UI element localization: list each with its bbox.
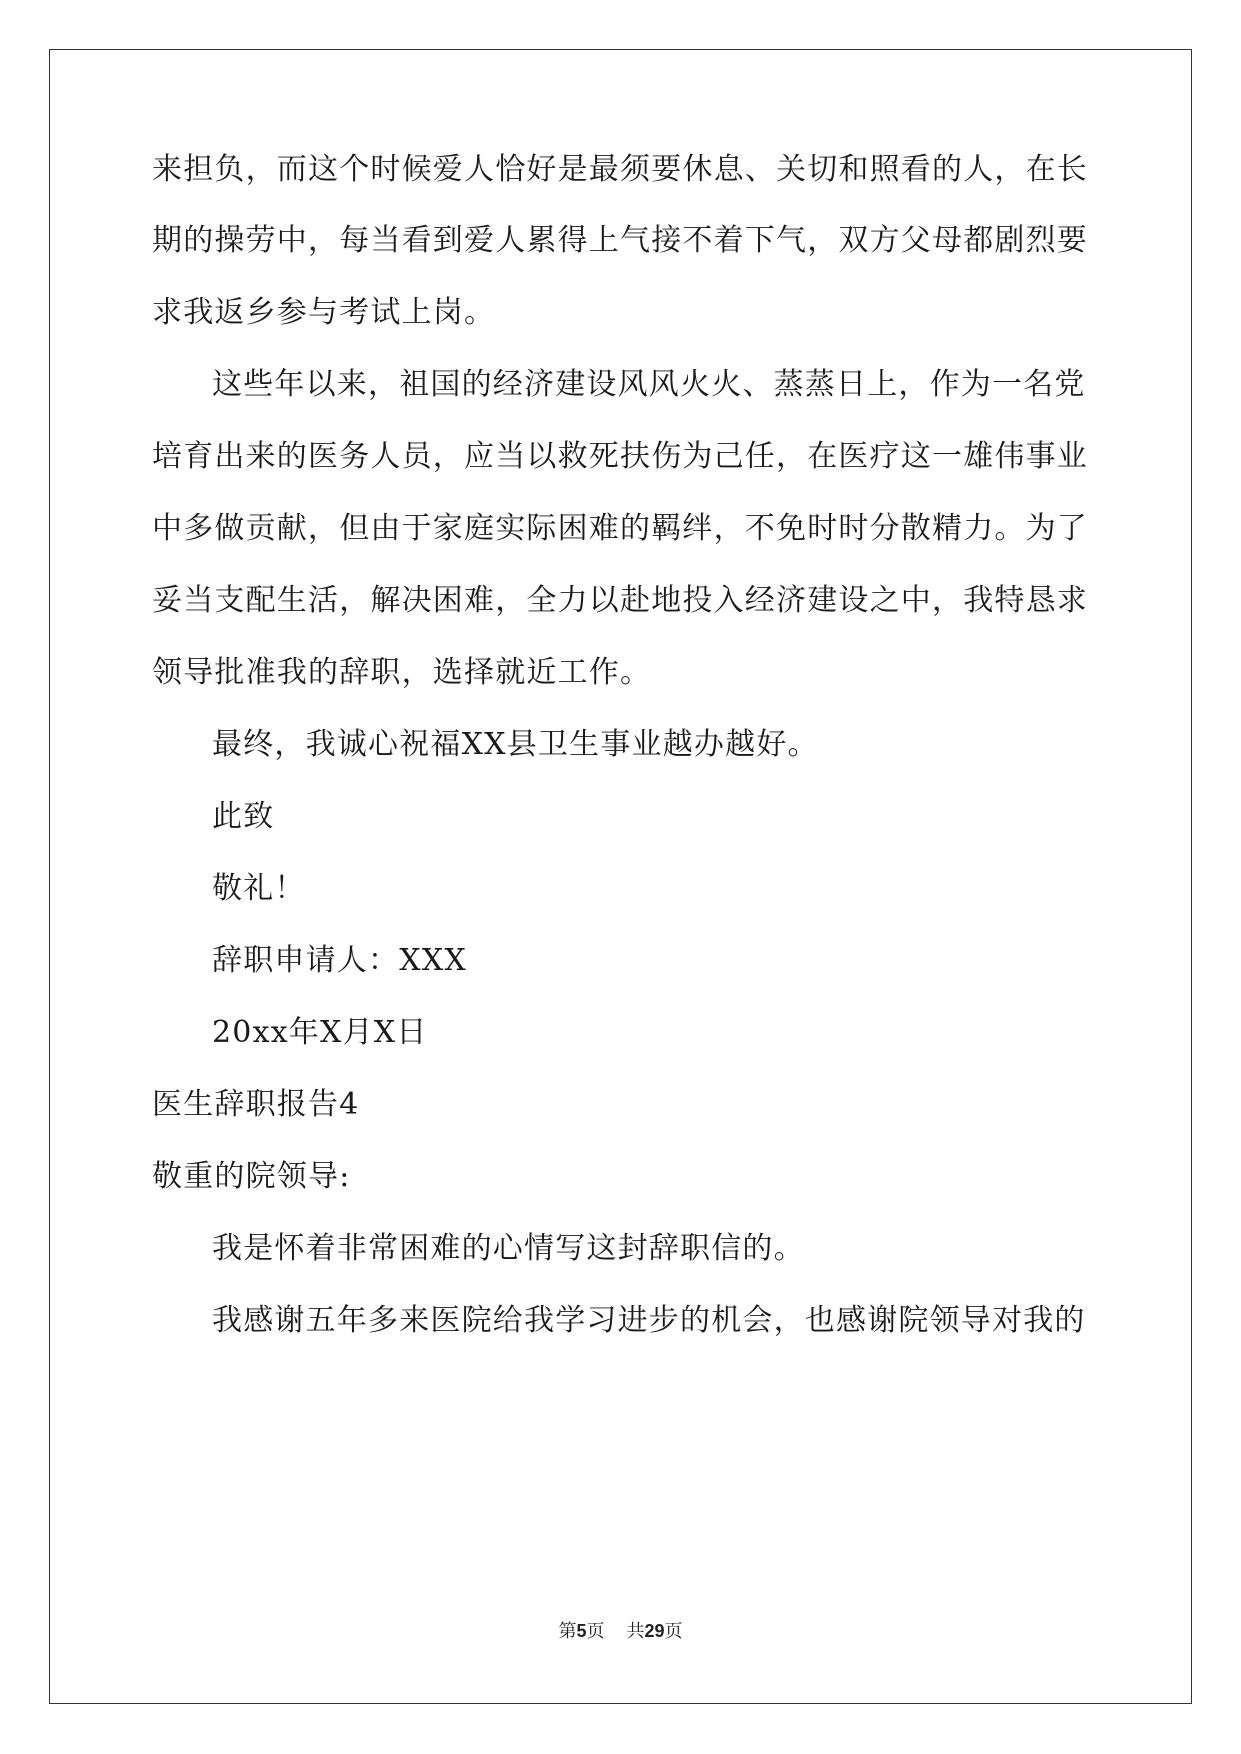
- text-line: 妥当支配生活，解决困难，全力以赴地投入经济建设之中，我特恳求: [152, 583, 1088, 618]
- text-line: 求我返乡参与考试上岗。: [152, 295, 496, 330]
- footer-total-prefix: 共: [626, 1621, 645, 1642]
- text-line: 期的操劳中，每当看到爱人累得上气接不着下气，双方父母都剧烈要: [152, 223, 1088, 258]
- closing-regards: 敬礼！: [212, 871, 306, 906]
- greeting-line: 敬重的院领导:: [152, 1159, 351, 1194]
- text-line: 这些年以来，祖国的经济建设风风火火、蒸蒸日上，作为一名党: [212, 367, 1086, 402]
- footer-page-suffix: 页: [586, 1621, 605, 1642]
- date-line: 20xx年X月X日: [212, 1015, 428, 1050]
- text-line: 培育出来的医务人员，应当以救死扶伤为己任，在医疗这一雄伟事业: [152, 439, 1088, 474]
- text-line: 我感谢五年多来医院给我学习进步的机会，也感谢院领导对我的: [212, 1303, 1086, 1338]
- section-title: 医生辞职报告4: [152, 1087, 360, 1122]
- page-footer: [0, 1619, 1241, 1644]
- text-line: 领导批准我的辞职，选择就近工作。: [152, 655, 652, 690]
- text-line: 中多做贡献，但由于家庭实际困难的羁绊，不免时时分散精力。为了: [152, 511, 1088, 546]
- text-line: 我是怀着非常困难的心情写这封辞职信的。: [212, 1231, 805, 1266]
- text-line: 来担负，而这个时候爱人恰好是最须要休息、关切和照看的人，在长: [152, 152, 1088, 187]
- text-line: 最终，我诚心祝福XX县卫生事业越办越好。: [212, 727, 819, 762]
- page-number: 5: [576, 1621, 587, 1641]
- footer-prefix: 第: [558, 1621, 577, 1642]
- footer-total-suffix: 页: [664, 1621, 683, 1642]
- signature-line: 辞职申请人：XXX: [212, 943, 467, 978]
- total-pages: 29: [644, 1621, 665, 1641]
- closing-salutation: 此致: [212, 799, 275, 834]
